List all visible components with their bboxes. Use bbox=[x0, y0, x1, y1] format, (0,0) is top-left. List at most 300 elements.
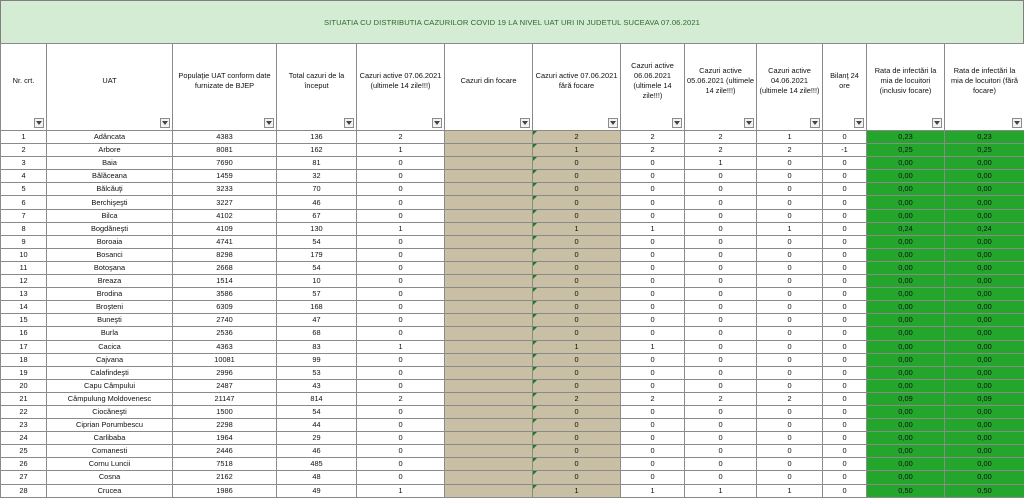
cell-populatie[interactable]: 2740 bbox=[173, 314, 277, 327]
cell-active-0706[interactable]: 0 bbox=[357, 275, 445, 288]
cell-uat[interactable]: Baia bbox=[47, 157, 173, 170]
cell-focare[interactable] bbox=[445, 419, 533, 432]
filter-dropdown-icon[interactable] bbox=[34, 118, 44, 128]
filter-dropdown-icon[interactable] bbox=[160, 118, 170, 128]
cell-populatie[interactable]: 1986 bbox=[173, 484, 277, 497]
cell-uat[interactable]: Bălcăuţi bbox=[47, 183, 173, 196]
cell-rata-incl[interactable]: 0,00 bbox=[867, 353, 945, 366]
cell-active-0406[interactable]: 0 bbox=[757, 471, 823, 484]
cell-populatie[interactable]: 8081 bbox=[173, 144, 277, 157]
cell-nr[interactable]: 16 bbox=[1, 327, 47, 340]
cell-nr[interactable]: 3 bbox=[1, 157, 47, 170]
cell-active-0506[interactable]: 0 bbox=[685, 261, 757, 274]
cell-active-0406[interactable]: 0 bbox=[757, 458, 823, 471]
cell-bilant[interactable]: 0 bbox=[823, 183, 867, 196]
cell-nr[interactable]: 6 bbox=[1, 196, 47, 209]
cell-active-0706[interactable]: 0 bbox=[357, 314, 445, 327]
cell-nr[interactable]: 18 bbox=[1, 353, 47, 366]
cell-rata-fara[interactable]: 0,00 bbox=[945, 353, 1024, 366]
cell-active-0506[interactable]: 0 bbox=[685, 366, 757, 379]
cell-active-fara-focare[interactable]: 0 bbox=[533, 458, 621, 471]
cell-active-fara-focare[interactable]: 0 bbox=[533, 196, 621, 209]
cell-active-0406[interactable]: 0 bbox=[757, 261, 823, 274]
cell-active-0406[interactable]: 0 bbox=[757, 183, 823, 196]
cell-bilant[interactable]: 0 bbox=[823, 209, 867, 222]
cell-bilant[interactable]: 0 bbox=[823, 471, 867, 484]
filter-dropdown-icon[interactable] bbox=[608, 118, 618, 128]
cell-active-0406[interactable]: 1 bbox=[757, 222, 823, 235]
cell-active-0506[interactable]: 0 bbox=[685, 471, 757, 484]
cell-nr[interactable]: 24 bbox=[1, 432, 47, 445]
cell-active-0606[interactable]: 0 bbox=[621, 261, 685, 274]
cell-active-0506[interactable]: 0 bbox=[685, 432, 757, 445]
cell-bilant[interactable]: -1 bbox=[823, 144, 867, 157]
cell-nr[interactable]: 23 bbox=[1, 419, 47, 432]
cell-active-0606[interactable]: 0 bbox=[621, 248, 685, 261]
cell-rata-incl[interactable]: 0,25 bbox=[867, 144, 945, 157]
cell-bilant[interactable]: 0 bbox=[823, 445, 867, 458]
cell-active-fara-focare[interactable]: 0 bbox=[533, 275, 621, 288]
cell-focare[interactable] bbox=[445, 340, 533, 353]
cell-focare[interactable] bbox=[445, 235, 533, 248]
cell-focare[interactable] bbox=[445, 445, 533, 458]
cell-total[interactable]: 485 bbox=[277, 458, 357, 471]
cell-active-0506[interactable]: 0 bbox=[685, 353, 757, 366]
cell-active-0506[interactable]: 2 bbox=[685, 392, 757, 405]
cell-active-0606[interactable]: 0 bbox=[621, 288, 685, 301]
cell-active-0706[interactable]: 1 bbox=[357, 340, 445, 353]
cell-active-fara-focare[interactable]: 2 bbox=[533, 392, 621, 405]
cell-total[interactable]: 81 bbox=[277, 157, 357, 170]
cell-focare[interactable] bbox=[445, 170, 533, 183]
cell-uat[interactable]: Bilca bbox=[47, 209, 173, 222]
cell-rata-incl[interactable]: 0,00 bbox=[867, 458, 945, 471]
cell-bilant[interactable]: 0 bbox=[823, 379, 867, 392]
cell-total[interactable]: 44 bbox=[277, 419, 357, 432]
cell-active-0606[interactable]: 2 bbox=[621, 131, 685, 144]
cell-total[interactable]: 43 bbox=[277, 379, 357, 392]
cell-rata-incl[interactable]: 0,00 bbox=[867, 288, 945, 301]
cell-bilant[interactable]: 0 bbox=[823, 340, 867, 353]
cell-uat[interactable]: Botoşana bbox=[47, 261, 173, 274]
cell-rata-incl[interactable]: 0,00 bbox=[867, 366, 945, 379]
cell-active-fara-focare[interactable]: 0 bbox=[533, 183, 621, 196]
cell-focare[interactable] bbox=[445, 183, 533, 196]
cell-uat[interactable]: Bosanci bbox=[47, 248, 173, 261]
cell-active-0506[interactable]: 0 bbox=[685, 288, 757, 301]
cell-focare[interactable] bbox=[445, 144, 533, 157]
cell-active-fara-focare[interactable]: 0 bbox=[533, 248, 621, 261]
cell-total[interactable]: 162 bbox=[277, 144, 357, 157]
cell-active-0706[interactable]: 1 bbox=[357, 144, 445, 157]
cell-rata-fara[interactable]: 0,00 bbox=[945, 261, 1024, 274]
cell-active-0706[interactable]: 0 bbox=[357, 183, 445, 196]
cell-rata-fara[interactable]: 0,00 bbox=[945, 301, 1024, 314]
filter-dropdown-icon[interactable] bbox=[432, 118, 442, 128]
cell-focare[interactable] bbox=[445, 458, 533, 471]
cell-rata-incl[interactable]: 0,00 bbox=[867, 432, 945, 445]
cell-total[interactable]: 48 bbox=[277, 471, 357, 484]
cell-rata-incl[interactable]: 0,00 bbox=[867, 209, 945, 222]
cell-uat[interactable]: Ciprian Porumbescu bbox=[47, 419, 173, 432]
cell-nr[interactable]: 22 bbox=[1, 405, 47, 418]
cell-uat[interactable]: Ciocăneşti bbox=[47, 405, 173, 418]
cell-rata-incl[interactable]: 0,00 bbox=[867, 235, 945, 248]
cell-populatie[interactable]: 3233 bbox=[173, 183, 277, 196]
cell-active-0706[interactable]: 0 bbox=[357, 196, 445, 209]
filter-dropdown-icon[interactable] bbox=[264, 118, 274, 128]
cell-active-0606[interactable]: 0 bbox=[621, 471, 685, 484]
cell-total[interactable]: 46 bbox=[277, 445, 357, 458]
cell-active-0606[interactable]: 1 bbox=[621, 484, 685, 497]
cell-rata-incl[interactable]: 0,00 bbox=[867, 275, 945, 288]
cell-bilant[interactable]: 0 bbox=[823, 196, 867, 209]
cell-rata-fara[interactable]: 0,00 bbox=[945, 419, 1024, 432]
cell-active-0506[interactable]: 0 bbox=[685, 248, 757, 261]
cell-rata-fara[interactable]: 0,50 bbox=[945, 484, 1024, 497]
cell-focare[interactable] bbox=[445, 471, 533, 484]
cell-active-0506[interactable]: 0 bbox=[685, 327, 757, 340]
cell-focare[interactable] bbox=[445, 366, 533, 379]
cell-focare[interactable] bbox=[445, 484, 533, 497]
cell-rata-incl[interactable]: 0,00 bbox=[867, 379, 945, 392]
cell-active-0606[interactable]: 0 bbox=[621, 379, 685, 392]
cell-populatie[interactable]: 3586 bbox=[173, 288, 277, 301]
cell-active-0506[interactable]: 0 bbox=[685, 419, 757, 432]
cell-active-0606[interactable]: 0 bbox=[621, 209, 685, 222]
cell-active-0406[interactable]: 0 bbox=[757, 445, 823, 458]
cell-rata-incl[interactable]: 0,00 bbox=[867, 196, 945, 209]
cell-active-0706[interactable]: 0 bbox=[357, 170, 445, 183]
cell-uat[interactable]: Boroaia bbox=[47, 235, 173, 248]
cell-total[interactable]: 46 bbox=[277, 196, 357, 209]
cell-active-0406[interactable]: 0 bbox=[757, 157, 823, 170]
filter-dropdown-icon[interactable] bbox=[1012, 118, 1022, 128]
cell-rata-fara[interactable]: 0,00 bbox=[945, 248, 1024, 261]
cell-active-0706[interactable]: 0 bbox=[357, 235, 445, 248]
cell-total[interactable]: 29 bbox=[277, 432, 357, 445]
cell-populatie[interactable]: 2536 bbox=[173, 327, 277, 340]
cell-focare[interactable] bbox=[445, 405, 533, 418]
cell-active-0606[interactable]: 1 bbox=[621, 340, 685, 353]
cell-total[interactable]: 54 bbox=[277, 235, 357, 248]
cell-populatie[interactable]: 4383 bbox=[173, 131, 277, 144]
cell-total[interactable]: 136 bbox=[277, 131, 357, 144]
cell-rata-fara[interactable]: 0,00 bbox=[945, 327, 1024, 340]
cell-uat[interactable]: Bogdăneşti bbox=[47, 222, 173, 235]
cell-uat[interactable]: Cajvana bbox=[47, 353, 173, 366]
cell-total[interactable]: 130 bbox=[277, 222, 357, 235]
cell-populatie[interactable]: 2446 bbox=[173, 445, 277, 458]
cell-rata-fara[interactable]: 0,23 bbox=[945, 131, 1024, 144]
cell-rata-fara[interactable]: 0,00 bbox=[945, 288, 1024, 301]
cell-active-0706[interactable]: 0 bbox=[357, 301, 445, 314]
cell-rata-incl[interactable]: 0,50 bbox=[867, 484, 945, 497]
cell-active-0406[interactable]: 0 bbox=[757, 314, 823, 327]
cell-active-0606[interactable]: 0 bbox=[621, 235, 685, 248]
cell-active-0506[interactable]: 0 bbox=[685, 275, 757, 288]
cell-populatie[interactable]: 21147 bbox=[173, 392, 277, 405]
cell-focare[interactable] bbox=[445, 432, 533, 445]
cell-populatie[interactable]: 2298 bbox=[173, 419, 277, 432]
cell-active-fara-focare[interactable]: 0 bbox=[533, 157, 621, 170]
cell-active-0706[interactable]: 0 bbox=[357, 379, 445, 392]
cell-bilant[interactable]: 0 bbox=[823, 432, 867, 445]
cell-rata-fara[interactable]: 0,00 bbox=[945, 432, 1024, 445]
cell-nr[interactable]: 12 bbox=[1, 275, 47, 288]
cell-focare[interactable] bbox=[445, 392, 533, 405]
cell-active-0506[interactable]: 0 bbox=[685, 445, 757, 458]
cell-total[interactable]: 53 bbox=[277, 366, 357, 379]
cell-active-0506[interactable]: 2 bbox=[685, 144, 757, 157]
cell-bilant[interactable]: 0 bbox=[823, 235, 867, 248]
cell-uat[interactable]: Calafindeşti bbox=[47, 366, 173, 379]
cell-uat[interactable]: Burla bbox=[47, 327, 173, 340]
cell-active-0706[interactable]: 0 bbox=[357, 405, 445, 418]
cell-active-fara-focare[interactable]: 0 bbox=[533, 405, 621, 418]
cell-active-0406[interactable]: 1 bbox=[757, 131, 823, 144]
cell-rata-incl[interactable]: 0,00 bbox=[867, 170, 945, 183]
cell-active-0406[interactable]: 0 bbox=[757, 340, 823, 353]
cell-nr[interactable]: 11 bbox=[1, 261, 47, 274]
cell-active-0606[interactable]: 1 bbox=[621, 222, 685, 235]
cell-active-0606[interactable]: 0 bbox=[621, 196, 685, 209]
cell-rata-fara[interactable]: 0,25 bbox=[945, 144, 1024, 157]
cell-uat[interactable]: Berchişeşti bbox=[47, 196, 173, 209]
cell-uat[interactable]: Cacica bbox=[47, 340, 173, 353]
cell-focare[interactable] bbox=[445, 301, 533, 314]
cell-rata-fara[interactable]: 0,00 bbox=[945, 157, 1024, 170]
cell-uat[interactable]: Comanesti bbox=[47, 445, 173, 458]
cell-active-0606[interactable]: 0 bbox=[621, 445, 685, 458]
cell-rata-fara[interactable]: 0,00 bbox=[945, 275, 1024, 288]
cell-active-0506[interactable]: 1 bbox=[685, 484, 757, 497]
cell-rata-fara[interactable]: 0,00 bbox=[945, 379, 1024, 392]
cell-populatie[interactable]: 10081 bbox=[173, 353, 277, 366]
cell-active-0706[interactable]: 0 bbox=[357, 432, 445, 445]
cell-bilant[interactable]: 0 bbox=[823, 170, 867, 183]
cell-focare[interactable] bbox=[445, 196, 533, 209]
cell-focare[interactable] bbox=[445, 379, 533, 392]
cell-active-fara-focare[interactable]: 1 bbox=[533, 340, 621, 353]
cell-rata-fara[interactable]: 0,00 bbox=[945, 458, 1024, 471]
cell-active-0706[interactable]: 0 bbox=[357, 353, 445, 366]
cell-rata-incl[interactable]: 0,00 bbox=[867, 248, 945, 261]
cell-focare[interactable] bbox=[445, 327, 533, 340]
cell-bilant[interactable]: 0 bbox=[823, 248, 867, 261]
cell-nr[interactable]: 19 bbox=[1, 366, 47, 379]
cell-nr[interactable]: 14 bbox=[1, 301, 47, 314]
cell-active-fara-focare[interactable]: 0 bbox=[533, 314, 621, 327]
cell-populatie[interactable]: 2996 bbox=[173, 366, 277, 379]
cell-active-0406[interactable]: 0 bbox=[757, 196, 823, 209]
cell-rata-incl[interactable]: 0,00 bbox=[867, 419, 945, 432]
cell-rata-incl[interactable]: 0,24 bbox=[867, 222, 945, 235]
cell-total[interactable]: 168 bbox=[277, 301, 357, 314]
cell-uat[interactable]: Bălăceana bbox=[47, 170, 173, 183]
cell-total[interactable]: 99 bbox=[277, 353, 357, 366]
cell-active-0706[interactable]: 0 bbox=[357, 248, 445, 261]
cell-active-0706[interactable]: 2 bbox=[357, 392, 445, 405]
cell-active-0406[interactable]: 0 bbox=[757, 353, 823, 366]
cell-active-0606[interactable]: 0 bbox=[621, 327, 685, 340]
cell-active-0506[interactable]: 0 bbox=[685, 183, 757, 196]
cell-rata-incl[interactable]: 0,00 bbox=[867, 471, 945, 484]
cell-active-0706[interactable]: 1 bbox=[357, 222, 445, 235]
cell-rata-fara[interactable]: 0,00 bbox=[945, 196, 1024, 209]
cell-nr[interactable]: 15 bbox=[1, 314, 47, 327]
cell-active-0506[interactable]: 0 bbox=[685, 405, 757, 418]
cell-rata-fara[interactable]: 0,00 bbox=[945, 209, 1024, 222]
cell-rata-incl[interactable]: 0,00 bbox=[867, 157, 945, 170]
cell-active-0406[interactable]: 0 bbox=[757, 275, 823, 288]
cell-active-0506[interactable]: 2 bbox=[685, 131, 757, 144]
cell-populatie[interactable]: 1500 bbox=[173, 405, 277, 418]
cell-active-0406[interactable]: 0 bbox=[757, 248, 823, 261]
cell-rata-fara[interactable]: 0,00 bbox=[945, 405, 1024, 418]
cell-nr[interactable]: 7 bbox=[1, 209, 47, 222]
cell-uat[interactable]: Capu Câmpului bbox=[47, 379, 173, 392]
cell-rata-incl[interactable]: 0,00 bbox=[867, 327, 945, 340]
cell-rata-fara[interactable]: 0,00 bbox=[945, 445, 1024, 458]
cell-uat[interactable]: Cosna bbox=[47, 471, 173, 484]
cell-active-0406[interactable]: 0 bbox=[757, 327, 823, 340]
cell-total[interactable]: 57 bbox=[277, 288, 357, 301]
cell-active-fara-focare[interactable]: 1 bbox=[533, 144, 621, 157]
cell-focare[interactable] bbox=[445, 248, 533, 261]
cell-active-0606[interactable]: 0 bbox=[621, 301, 685, 314]
cell-total[interactable]: 83 bbox=[277, 340, 357, 353]
cell-active-0506[interactable]: 0 bbox=[685, 301, 757, 314]
cell-active-0706[interactable]: 0 bbox=[357, 366, 445, 379]
cell-focare[interactable] bbox=[445, 275, 533, 288]
cell-focare[interactable] bbox=[445, 288, 533, 301]
cell-active-0606[interactable]: 0 bbox=[621, 157, 685, 170]
cell-active-0706[interactable]: 0 bbox=[357, 209, 445, 222]
cell-active-fara-focare[interactable]: 0 bbox=[533, 301, 621, 314]
filter-dropdown-icon[interactable] bbox=[932, 118, 942, 128]
cell-nr[interactable]: 27 bbox=[1, 471, 47, 484]
cell-active-fara-focare[interactable]: 0 bbox=[533, 170, 621, 183]
cell-populatie[interactable]: 8298 bbox=[173, 248, 277, 261]
cell-bilant[interactable]: 0 bbox=[823, 131, 867, 144]
cell-rata-incl[interactable]: 0,00 bbox=[867, 261, 945, 274]
filter-dropdown-icon[interactable] bbox=[520, 118, 530, 128]
cell-active-0406[interactable]: 0 bbox=[757, 366, 823, 379]
cell-active-0406[interactable]: 0 bbox=[757, 379, 823, 392]
cell-populatie[interactable]: 4102 bbox=[173, 209, 277, 222]
cell-active-fara-focare[interactable]: 0 bbox=[533, 209, 621, 222]
cell-active-fara-focare[interactable]: 1 bbox=[533, 484, 621, 497]
cell-rata-fara[interactable]: 0,09 bbox=[945, 392, 1024, 405]
cell-active-0406[interactable]: 2 bbox=[757, 144, 823, 157]
cell-rata-incl[interactable]: 0,00 bbox=[867, 445, 945, 458]
cell-bilant[interactable]: 0 bbox=[823, 275, 867, 288]
cell-active-0406[interactable]: 0 bbox=[757, 432, 823, 445]
cell-focare[interactable] bbox=[445, 314, 533, 327]
cell-nr[interactable]: 26 bbox=[1, 458, 47, 471]
cell-bilant[interactable]: 0 bbox=[823, 419, 867, 432]
cell-active-fara-focare[interactable]: 0 bbox=[533, 366, 621, 379]
cell-total[interactable]: 814 bbox=[277, 392, 357, 405]
cell-populatie[interactable]: 4741 bbox=[173, 235, 277, 248]
cell-active-0606[interactable]: 0 bbox=[621, 275, 685, 288]
cell-active-0706[interactable]: 0 bbox=[357, 458, 445, 471]
cell-rata-fara[interactable]: 0,00 bbox=[945, 170, 1024, 183]
cell-uat[interactable]: Crucea bbox=[47, 484, 173, 497]
filter-dropdown-icon[interactable] bbox=[344, 118, 354, 128]
cell-uat[interactable]: Adâncata bbox=[47, 131, 173, 144]
cell-uat[interactable]: Arbore bbox=[47, 144, 173, 157]
cell-nr[interactable]: 21 bbox=[1, 392, 47, 405]
cell-active-0606[interactable]: 0 bbox=[621, 405, 685, 418]
cell-active-0606[interactable]: 2 bbox=[621, 144, 685, 157]
cell-rata-fara[interactable]: 0,00 bbox=[945, 183, 1024, 196]
cell-total[interactable]: 70 bbox=[277, 183, 357, 196]
cell-total[interactable]: 47 bbox=[277, 314, 357, 327]
cell-active-0406[interactable]: 0 bbox=[757, 405, 823, 418]
cell-bilant[interactable]: 0 bbox=[823, 353, 867, 366]
cell-total[interactable]: 179 bbox=[277, 248, 357, 261]
cell-active-0706[interactable]: 0 bbox=[357, 327, 445, 340]
filter-dropdown-icon[interactable] bbox=[744, 118, 754, 128]
cell-nr[interactable]: 20 bbox=[1, 379, 47, 392]
cell-bilant[interactable]: 0 bbox=[823, 157, 867, 170]
cell-nr[interactable]: 1 bbox=[1, 131, 47, 144]
cell-active-0606[interactable]: 0 bbox=[621, 314, 685, 327]
cell-active-0506[interactable]: 0 bbox=[685, 209, 757, 222]
cell-uat[interactable]: Câmpulung Moldovenesc bbox=[47, 392, 173, 405]
cell-populatie[interactable]: 2668 bbox=[173, 261, 277, 274]
cell-rata-fara[interactable]: 0,00 bbox=[945, 314, 1024, 327]
cell-bilant[interactable]: 0 bbox=[823, 301, 867, 314]
cell-total[interactable]: 68 bbox=[277, 327, 357, 340]
cell-focare[interactable] bbox=[445, 261, 533, 274]
cell-nr[interactable]: 4 bbox=[1, 170, 47, 183]
cell-active-0406[interactable]: 1 bbox=[757, 484, 823, 497]
cell-populatie[interactable]: 7690 bbox=[173, 157, 277, 170]
cell-active-0506[interactable]: 0 bbox=[685, 170, 757, 183]
cell-populatie[interactable]: 2162 bbox=[173, 471, 277, 484]
cell-focare[interactable] bbox=[445, 353, 533, 366]
cell-bilant[interactable]: 0 bbox=[823, 366, 867, 379]
cell-populatie[interactable]: 1964 bbox=[173, 432, 277, 445]
cell-active-0706[interactable]: 0 bbox=[357, 288, 445, 301]
cell-populatie[interactable]: 1459 bbox=[173, 170, 277, 183]
cell-active-fara-focare[interactable]: 0 bbox=[533, 235, 621, 248]
cell-active-fara-focare[interactable]: 2 bbox=[533, 131, 621, 144]
cell-rata-incl[interactable]: 0,00 bbox=[867, 314, 945, 327]
cell-nr[interactable]: 8 bbox=[1, 222, 47, 235]
cell-active-0706[interactable]: 1 bbox=[357, 484, 445, 497]
cell-populatie[interactable]: 4363 bbox=[173, 340, 277, 353]
cell-bilant[interactable]: 0 bbox=[823, 288, 867, 301]
cell-active-0706[interactable]: 2 bbox=[357, 131, 445, 144]
cell-active-fara-focare[interactable]: 0 bbox=[533, 261, 621, 274]
cell-active-0706[interactable]: 0 bbox=[357, 445, 445, 458]
cell-active-0506[interactable]: 1 bbox=[685, 157, 757, 170]
cell-total[interactable]: 67 bbox=[277, 209, 357, 222]
cell-active-0606[interactable]: 2 bbox=[621, 392, 685, 405]
cell-uat[interactable]: Cornu Luncii bbox=[47, 458, 173, 471]
cell-populatie[interactable]: 7518 bbox=[173, 458, 277, 471]
cell-active-fara-focare[interactable]: 0 bbox=[533, 445, 621, 458]
cell-nr[interactable]: 9 bbox=[1, 235, 47, 248]
cell-active-0506[interactable]: 0 bbox=[685, 314, 757, 327]
cell-bilant[interactable]: 0 bbox=[823, 222, 867, 235]
cell-populatie[interactable]: 2487 bbox=[173, 379, 277, 392]
cell-active-0406[interactable]: 0 bbox=[757, 235, 823, 248]
